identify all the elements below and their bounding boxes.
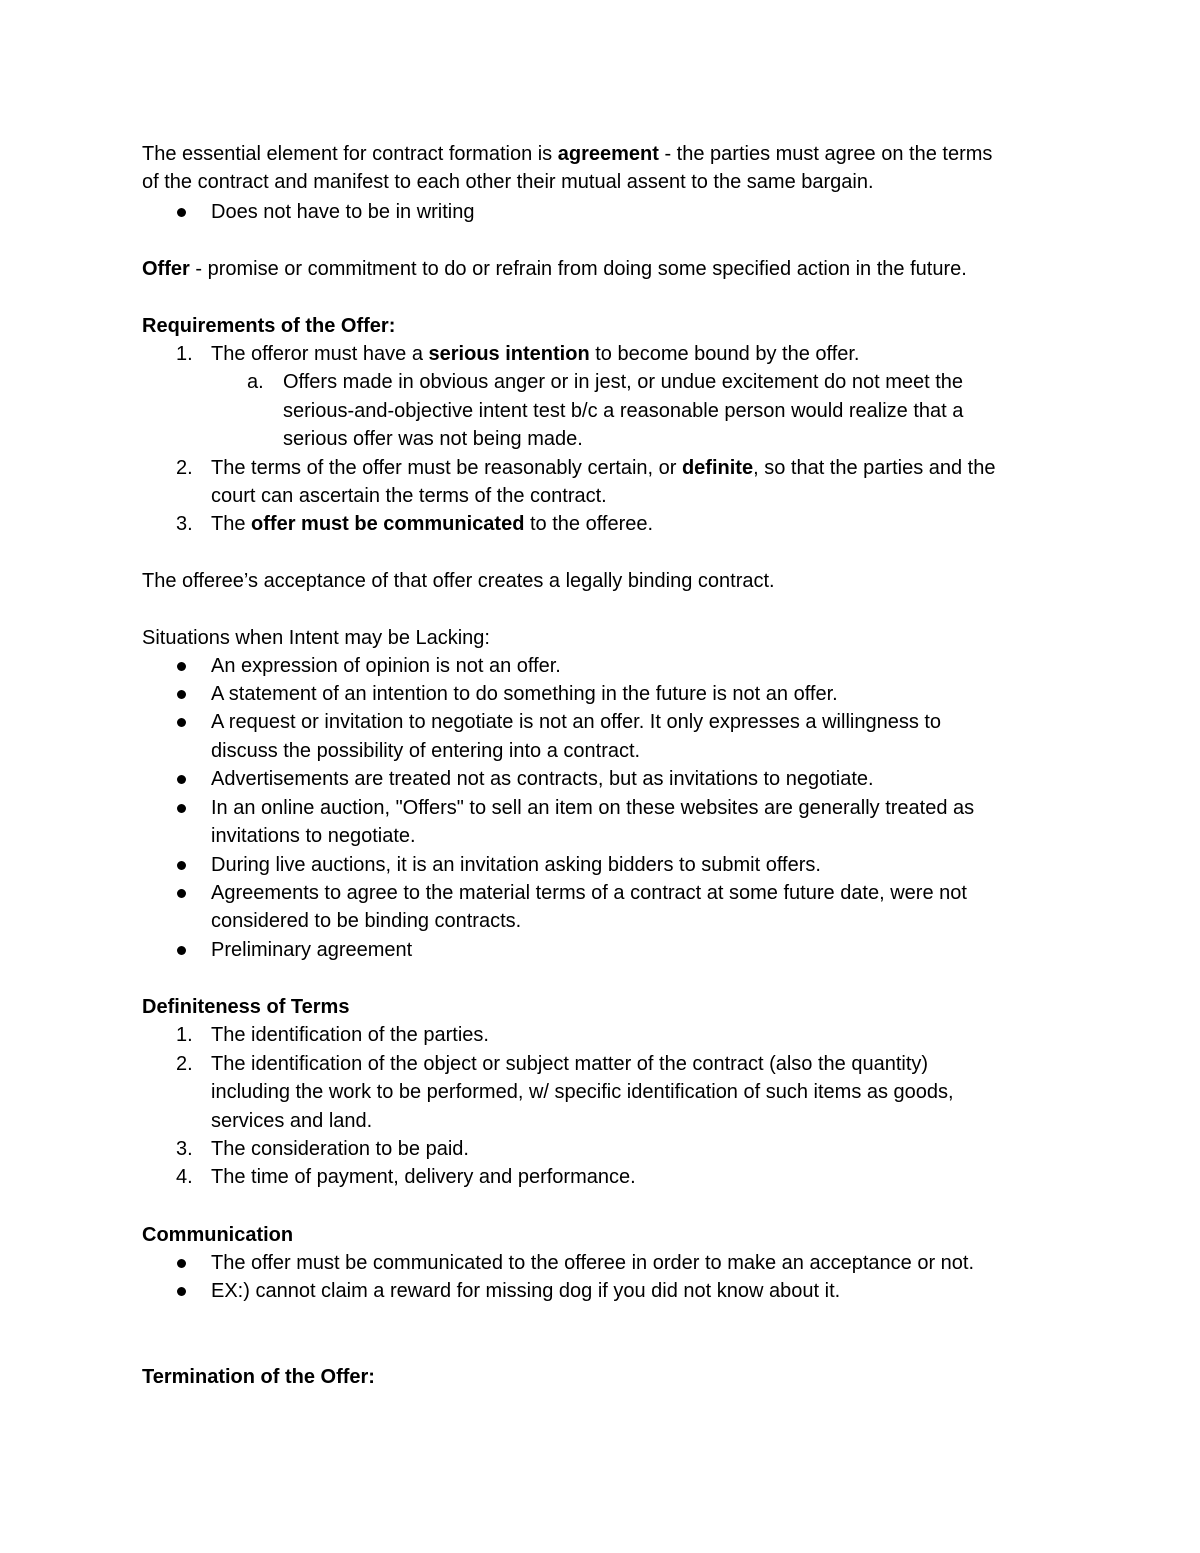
offer-definition [142,255,967,283]
definiteness-item-2-line-3: services and land. [211,1110,373,1132]
intent-bullet-8: Preliminary agreement [211,939,413,961]
communication-bullet-2: EX:) cannot claim a reward for missing dog if you did not know about it. [211,1280,841,1302]
requirement-subitem-a-line-2: serious-and-objective intent test b/c a reasonable person would realize that a [283,400,964,422]
bullet-icon [177,775,186,784]
list-number: 1. [176,1024,193,1046]
bullet-icon [177,662,186,671]
list-number: 2. [176,1053,193,1075]
acceptance-statement: The offeree’s acceptance of that offer creates a legally binding contract. [142,570,775,592]
list-number: 4. [176,1166,193,1188]
intent-bullet-5-line-1: In an online auction, "Offers" to sell an item on these websites are generally treated as [211,797,975,819]
bullet-icon [177,208,186,217]
requirement-item-1: The offeror must have a serious intention to become bound by the offer. [211,343,860,365]
requirement-subitem-a-line-1: Offers made in obvious anger or in jest, or undue excitement do not meet the [283,371,964,393]
intro-line-2: of the contract and manifest to each other their mutual assent to the same bargain. [142,171,874,193]
definiteness-item-1: The identification of the parties. [211,1024,489,1046]
list-number: 3. [176,513,193,535]
bullet-icon [177,804,186,813]
definiteness-item-2-line-2: including the work to be performed, w/ specific identification of such items as goods, [211,1081,954,1103]
serious-intention-term: serious intention [428,343,590,365]
intent-bullet-4: Advertisements are treated not as contracts, but as invitations to negotiate. [211,768,874,790]
requirement-item-3: The offer must be communicated to the offeree. [211,513,654,535]
bullet-icon [177,718,186,727]
definiteness-heading: Definiteness of Terms [142,996,350,1018]
termination-heading: Termination of the Offer: [142,1366,375,1388]
intent-bullet-3-line-2: discuss the possibility of entering into a contract. [211,740,641,762]
intent-bullet-7-line-2: considered to be binding contracts. [211,910,522,932]
intent-bullet-3-line-1: A request or invitation to negotiate is not an offer. It only expresses a willingness to [211,711,942,733]
bullet-icon [177,946,186,955]
intent-bullet-1: An expression of opinion is not an offer. [211,655,561,677]
bullet-icon [177,889,186,898]
communication-bullet-1: The offer must be communicated to the offeree in order to make an acceptance or not. [211,1252,975,1274]
requirement-subitem-a-line-3: serious offer was not being made. [283,428,583,450]
requirement-item-2-line-2: court can ascertain the terms of the contract. [211,485,607,507]
list-letter: a. [247,371,264,393]
bullet-icon [177,690,186,699]
definiteness-item-3: The consideration to be paid. [211,1138,469,1160]
communication-heading: Communication [142,1224,294,1246]
list-number: 2. [176,457,193,479]
offer-term: Offer [142,258,190,280]
bullet-icon [177,1287,186,1296]
intent-bullet-6: During live auctions, it is an invitation asking bidders to submit offers. [211,854,821,876]
definiteness-item-2-line-1: The identification of the object or subject matter of the contract (also the quantity) [211,1053,929,1075]
intro-text: - the parties must agree on the terms [658,143,993,165]
list-number: 1. [176,343,193,365]
list-number: 3. [176,1138,193,1160]
intent-bullet-7-line-1: Agreements to agree to the material terms of a contract at some future date, were not [211,882,967,904]
intro-line-1 [142,140,992,168]
intent-bullet-2: A statement of an intention to do something in the future is not an offer. [211,683,838,705]
intent-bullet-5-line-2: invitations to negotiate. [211,825,416,847]
bullet-icon [177,1259,186,1268]
intro-bullet: Does not have to be in writing [211,201,475,223]
definite-term: definite [681,457,754,479]
requirement-item-2: The terms of the offer must be reasonably certain, or definite, so that the parties and the [211,457,996,479]
bullet-icon [177,861,186,870]
intent-heading: Situations when Intent may be Lacking: [142,627,490,649]
definiteness-item-4: The time of payment, delivery and performance. [211,1166,636,1188]
offer-communicated-term: offer must be communicated [251,513,525,535]
offer-definition-text: - promise or commitment to do or refrain from doing some specified action in the future. [189,258,967,280]
agreement-term: agreement [557,143,659,165]
intro-text: The essential element for contract formation is [142,143,558,165]
requirements-heading: Requirements of the Offer: [142,315,396,337]
